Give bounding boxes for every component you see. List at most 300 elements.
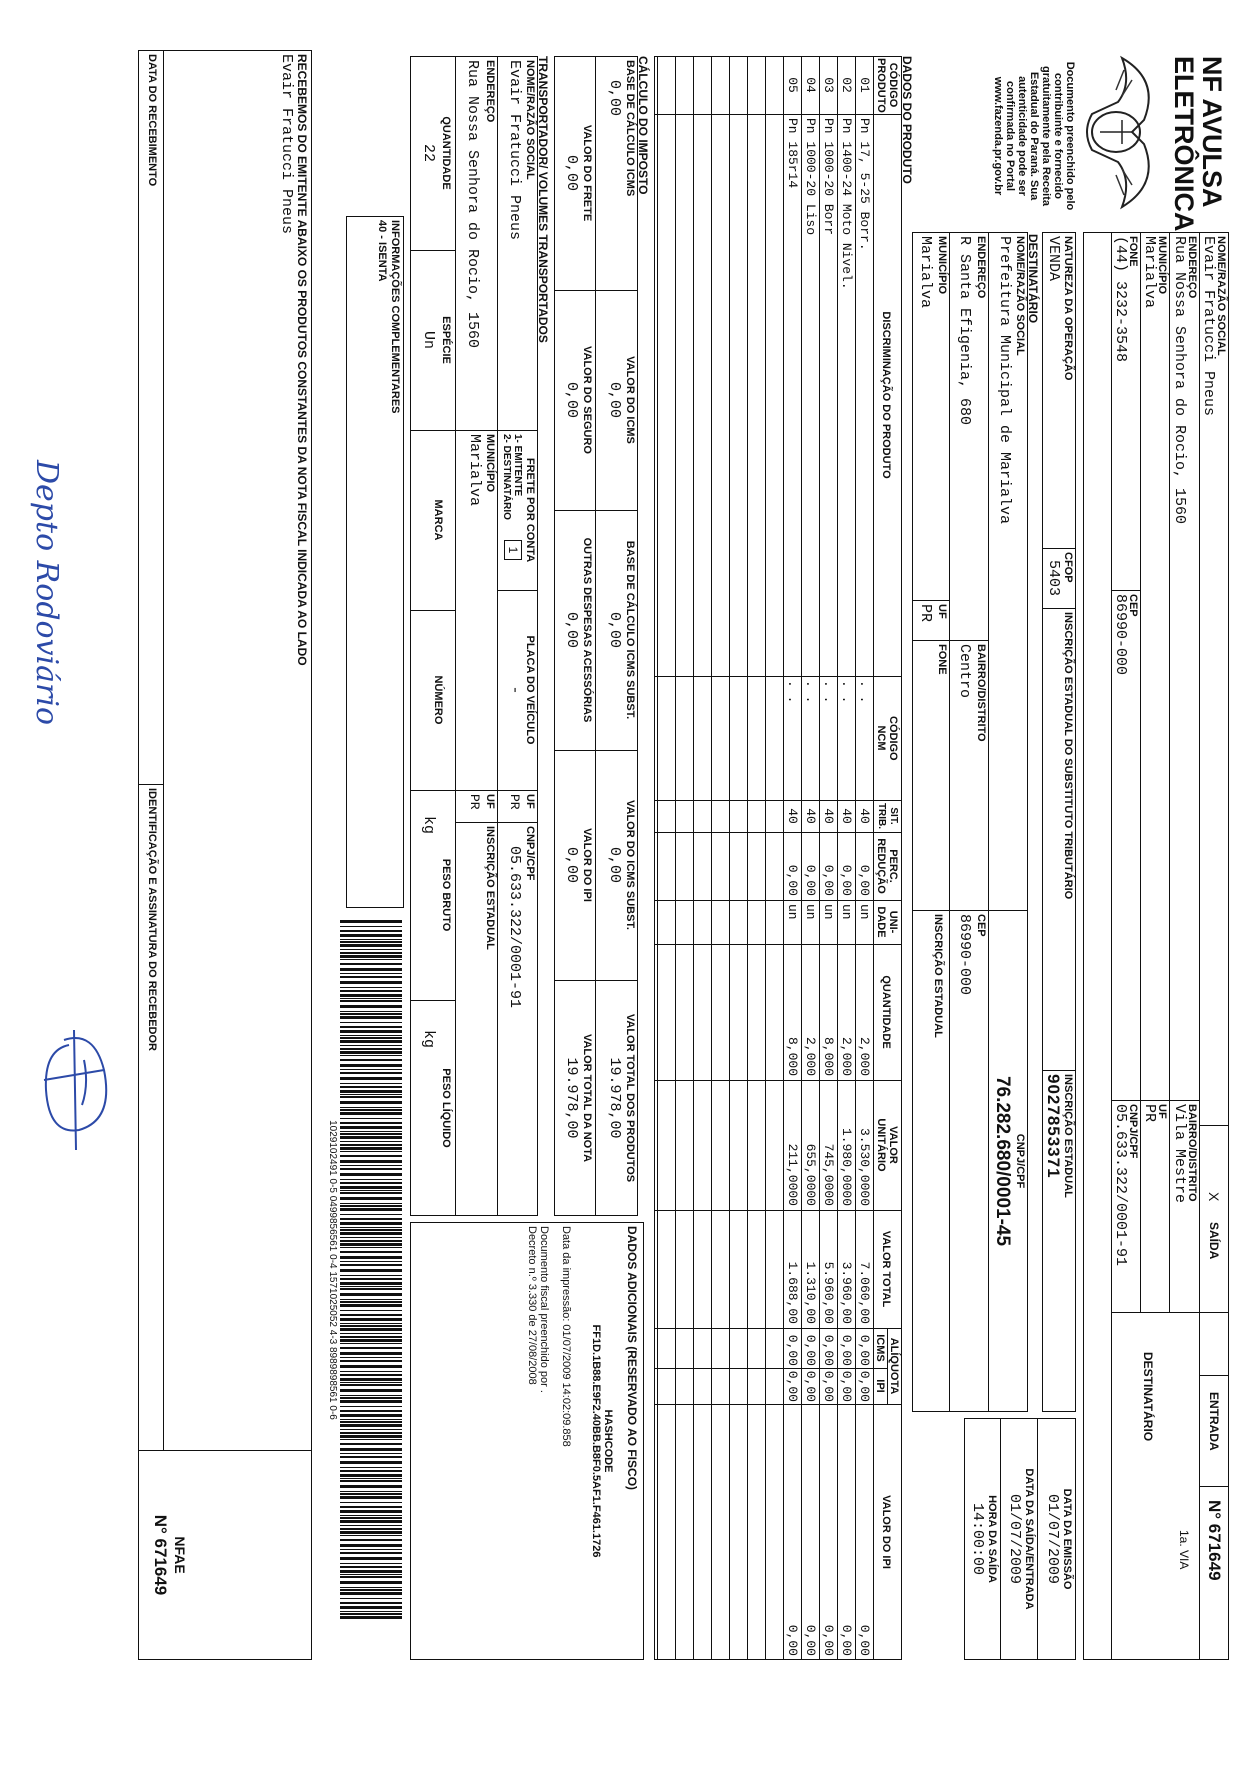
numero-label: NÚMERO: [432, 675, 444, 725]
barcode-bar: [340, 963, 402, 965]
dest-cep: 86990-000: [956, 914, 973, 996]
cell-unidade: un: [785, 904, 800, 920]
transp-nome-label: NOME/RAZÃO SOCIAL: [524, 60, 536, 180]
barcode-bar: [340, 1013, 402, 1015]
hash-label: HASHCODE: [602, 1409, 614, 1473]
cell-sit: 40: [857, 808, 872, 824]
valor-ipi-label: VALOR DO IPI: [581, 828, 593, 902]
total-produtos: 19.978,00: [606, 1057, 623, 1139]
barcode-bar: [340, 1592, 402, 1595]
barcode-bar: [340, 1410, 402, 1412]
barcode-bar: [340, 1535, 402, 1536]
cell-ncm: . .: [821, 680, 836, 704]
cell-sit: 40: [839, 808, 854, 824]
barcode-bar: [340, 1304, 402, 1307]
barcode-bar: [340, 1323, 402, 1324]
total-produtos-label: VALOR TOTAL DOS PRODUTOS: [624, 1013, 636, 1183]
title-line1: NF AVULSA: [1197, 56, 1227, 208]
cell-ncm: . .: [839, 680, 854, 704]
barcode-bar: [340, 1461, 402, 1464]
barcode-bar: [340, 1147, 402, 1150]
barcode-bar: [340, 1026, 402, 1028]
barcode-bar: [340, 1269, 402, 1272]
barcode-bar: [340, 1030, 402, 1033]
emitente-cep-label: CEP: [1127, 594, 1139, 617]
barcode-bar: [340, 1378, 402, 1381]
entrada-label: ENTRADA: [1207, 1392, 1221, 1451]
barcode-bar: [340, 1247, 402, 1248]
barcode-bar: [340, 1384, 402, 1386]
dest-municipio-label: MUNICÍPIO: [936, 236, 948, 295]
barcode-bar: [340, 955, 402, 958]
barcode-bar: [340, 1165, 402, 1166]
barcode-bar: [340, 1005, 402, 1008]
barcode-bar: [340, 1051, 402, 1054]
barcode-bar: [340, 1232, 402, 1235]
doc-text-line: autenticidade pode ser: [1016, 76, 1028, 196]
emitente-nome: Evair Fratucci Pneus: [1200, 236, 1217, 417]
transp-nome: Evair Fratucci Pneus: [506, 60, 523, 241]
barcode-bar: [340, 1395, 402, 1396]
cell-unidade: un: [821, 904, 836, 920]
barcode-bar: [340, 1155, 402, 1157]
transp-uf-label: UF: [524, 794, 536, 809]
barcode-bar: [340, 990, 402, 992]
data-saida: 01/07/2009: [1006, 1493, 1023, 1584]
cell-vipi: 0,00: [821, 1624, 836, 1656]
table-row-divider: [837, 56, 838, 1660]
barcode-bar: [340, 930, 402, 932]
barcode-bar: [340, 1275, 402, 1276]
cell-codigo: 01: [857, 77, 872, 93]
barcode-bar: [340, 1314, 402, 1316]
barcode-bar: [340, 952, 402, 954]
barcode-bar: [340, 1222, 402, 1225]
barcode-bar: [340, 939, 402, 940]
natureza: VENDA: [1045, 236, 1062, 282]
cell-ipi: 0,00: [821, 1370, 836, 1402]
cell-sit: 40: [785, 808, 800, 824]
barcode-bar: [340, 941, 402, 943]
barcode-bar: [340, 1173, 402, 1176]
barcode-bar: [340, 1197, 402, 1200]
outras-despesas-label: OUTRAS DESPESAS ACESSÓRIAS: [581, 537, 593, 723]
emitente-fone: (44) 3232-3548: [1112, 236, 1129, 363]
frete-opt2: 2- DESTINATÁRIO: [501, 434, 512, 520]
title-line2: ELETRÔNICA: [1169, 56, 1199, 232]
barcode-bar: [340, 1343, 402, 1344]
barcode-bar: [340, 1360, 402, 1362]
barcode-bar: [340, 1293, 402, 1296]
destinatario-copy-label: DESTINATÁRIO: [1141, 1352, 1155, 1442]
col-codigo-ncm: CÓDIGO NCM: [875, 716, 899, 761]
emitente-nome-label: NOME/RAZÃO SOCIAL: [1215, 236, 1227, 356]
barcode-bar: [340, 1299, 402, 1300]
barcode-bar: [340, 1563, 402, 1564]
barcode-bar: [340, 1506, 402, 1508]
table-row-divider: [693, 56, 694, 1660]
cell-qtd: 2,000: [857, 1036, 872, 1076]
barcode-bar: [340, 1118, 402, 1119]
frete-opt1: 1- EMITENTE: [512, 434, 523, 497]
barcode-bar: [340, 1357, 402, 1358]
cell-ipi: 0,00: [803, 1370, 818, 1402]
placa-label: PLACA DO VEÍCULO: [524, 635, 536, 745]
barcode-bar: [340, 1192, 402, 1194]
col-valor-unitario: VALOR UNITÁRIO: [875, 1118, 899, 1172]
barcode-bar: [340, 1587, 402, 1588]
produtos-section: DADOS DO PRODUTO: [900, 56, 914, 184]
frete-conta-label: FRETE POR CONTA: [524, 457, 536, 563]
barcode-bar: [340, 973, 402, 974]
barcode-bar: [340, 1493, 402, 1495]
barcode-bar: [340, 1480, 402, 1482]
dest-cnpj-label: CNPJ/CPF: [1014, 1133, 1026, 1189]
table-row-divider: [657, 56, 658, 1660]
table-row-divider: [819, 56, 820, 1660]
cell-icms: 0,00: [785, 1334, 800, 1366]
barcode-bar: [340, 1251, 402, 1253]
cell-descricao: Pn 185r14: [785, 118, 800, 189]
barcode-bar: [340, 1096, 402, 1098]
marca-label: MARCA: [432, 499, 444, 541]
barcode-bar: [340, 1365, 402, 1368]
ie-subst-label: INSCRIÇÃO ESTADUAL DO SUBSTITUTO TRIBUTÁRIO: [1062, 612, 1074, 900]
dest-endereco: R Santa Efigenia, 680: [956, 236, 973, 426]
barcode-bar: [340, 1064, 402, 1067]
barcode-bar: [340, 1016, 402, 1019]
doc-text-line: gratuitamente pela Receita: [1040, 66, 1052, 206]
barcode-bar: [340, 1112, 402, 1115]
total-nota: 19.978,00: [563, 1057, 580, 1139]
cell-descricao: Pn 1000-20 Liso: [803, 118, 818, 236]
natureza-label: NATUREZA DA OPERAÇÃO: [1062, 236, 1074, 381]
recebimento-numero: N° 671649: [151, 1514, 170, 1596]
doc-text-line: contribuinte e fornecido: [1052, 73, 1064, 199]
table-row-divider: [801, 56, 802, 1660]
cell-vipi: 0,00: [803, 1624, 818, 1656]
especie-label: ESPÉCIE: [440, 316, 452, 364]
emitente-uf-label: UF: [1156, 1104, 1168, 1119]
table-row-divider: [675, 56, 676, 1660]
imposto-section: CÁLCULO DO IMPOSTO: [636, 56, 650, 195]
barcode-bar: [340, 1069, 402, 1070]
cell-sit: 40: [803, 808, 818, 824]
parana-coat-of-arms-icon: [1080, 50, 1162, 215]
barcode-bar: [340, 1256, 402, 1259]
barcode-bar: [340, 1485, 402, 1488]
cell-codigo: 04: [803, 77, 818, 93]
barcode-bar: [340, 1264, 402, 1266]
barcode-bar: [340, 1133, 402, 1135]
barcode-bar: [340, 1109, 402, 1111]
table-row-divider: [855, 56, 856, 1660]
barcode-bar: [340, 1022, 402, 1023]
cell-unidade: un: [839, 904, 854, 920]
cell-ipi: 0,00: [857, 1370, 872, 1402]
barcode: [340, 920, 402, 1620]
seguro: 0,00: [563, 381, 580, 418]
saida-label: SAÍDA: [1207, 1222, 1221, 1260]
handwritten-note: Depto Rodoviário: [29, 460, 64, 726]
barcode-bar: [340, 1160, 402, 1163]
cell-unit: 3.530,0000: [857, 1127, 872, 1206]
doc-portal-text: [992, 56, 1076, 216]
barcode-bar: [340, 1397, 402, 1399]
barcode-bar: [340, 1240, 402, 1242]
barcode-bar: [340, 1432, 402, 1434]
recebimento-box: [138, 50, 312, 1660]
cell-descricao: Pn 17, 5-25 Borr.: [857, 118, 872, 251]
cell-sit: 40: [821, 808, 836, 824]
dest-bairro: Centro: [956, 644, 973, 699]
barcode-bar: [340, 1414, 402, 1417]
barcode-bar: [340, 944, 402, 947]
barcode-bar: [340, 1549, 402, 1550]
barcode-bar: [340, 1301, 402, 1303]
barcode-bar: [340, 1570, 402, 1573]
barcode-bar: [340, 1613, 402, 1615]
barcode-bar: [340, 934, 402, 937]
emitente-ie: 9027853371: [1044, 1074, 1063, 1179]
print-date: Data da impressão: 01/07/2009 14:02:09.858: [560, 1226, 572, 1447]
barcode-bar: [340, 1439, 402, 1440]
col-discriminacao: DISCRIMINAÇÃO DO PRODUTO: [880, 311, 892, 479]
col-icms: ICMS: [874, 1334, 886, 1362]
barcode-bar: [340, 1389, 402, 1392]
assinatura-label: IDENTIFICAÇÃO E ASSINATURA DO RECEBEDOR: [146, 788, 158, 1051]
emitente-municipio-label: MUNICÍPIO: [1156, 236, 1168, 295]
complementares-text: 40 - ISENTA: [376, 220, 388, 282]
barcode-bar: [340, 1214, 402, 1215]
barcode-bar: [340, 1136, 402, 1139]
barcode-bar: [340, 981, 402, 984]
total-nota-label: VALOR TOTAL DA NOTA: [581, 1033, 593, 1163]
peso-bruto-label: PESO BRUTO: [440, 858, 452, 932]
cell-ncm: . .: [803, 680, 818, 704]
col-valor-ipi: VALOR DO IPI: [880, 1495, 892, 1569]
emitente-bairro-label: BAIRRO/DISTRITO: [1186, 1104, 1198, 1202]
dest-cnpj: 76.282.680/0001-45: [992, 1075, 1013, 1247]
cell-total: 7.060,00: [857, 1261, 872, 1324]
cell-unidade: un: [803, 904, 818, 920]
emitente-ie-label: INSCRIÇÃO ESTADUAL: [1062, 1074, 1074, 1198]
barcode-bar: [340, 1101, 402, 1104]
data-saida-label: DATA DA SAÍDA/ENTRADA: [1023, 1468, 1035, 1610]
emitente-municipio: Marialva: [1141, 236, 1158, 309]
barcode-bar: [340, 1424, 402, 1427]
via-label: 1a. VIA: [1177, 1530, 1191, 1570]
barcode-bar: [340, 959, 402, 960]
table-row-divider: [747, 56, 748, 1660]
barcode-bar: [340, 1347, 402, 1349]
barcode-bar: [340, 994, 402, 997]
barcode-bar: [340, 1205, 402, 1207]
cell-codigo: 05: [785, 77, 800, 93]
barcode-bar: [340, 1478, 402, 1479]
barcode-bar: [340, 1011, 402, 1012]
cell-qtd: 2,000: [839, 1036, 854, 1076]
table-row-divider: [711, 56, 712, 1660]
table-row-divider: [765, 56, 766, 1660]
barcode-bar: [340, 1218, 402, 1220]
barcode-bar: [340, 1419, 402, 1420]
barcode-bar: [340, 1045, 402, 1046]
barcode-bar: [340, 1286, 402, 1287]
barcode-bar: [340, 1186, 402, 1189]
cell-unit: 1.980,0000: [839, 1127, 854, 1206]
cfop: 5403: [1045, 560, 1062, 597]
barcode-bar: [340, 1443, 402, 1445]
barcode-bar: [340, 1382, 402, 1383]
barcode-bar: [340, 1336, 402, 1338]
data-emissao-label: DATA DA EMISSÃO: [1061, 1488, 1073, 1590]
cell-descricao: Pn 1400-24 Moto Nivel.: [839, 118, 854, 290]
barcode-bar: [340, 968, 402, 971]
barcode-bar: [340, 1310, 402, 1311]
barcode-text: 1029102491 0-5 0499856561 0-4 1571025052 4-3 8989898561 0-6: [327, 1120, 338, 1420]
transp-cnpj: 05.633.322/0001-91: [506, 846, 523, 1009]
hora-saida-label: HORA DA SAÍDA: [986, 1495, 998, 1583]
barcode-bar: [340, 1352, 402, 1355]
cell-perc: 0,00: [857, 864, 872, 896]
dest-fone-label: FONE: [936, 644, 948, 675]
valor-subst: 0,00: [606, 846, 623, 883]
data-recebimento-label: DATA DO RECEBIMENTO: [146, 54, 158, 187]
barcode-bar: [340, 1243, 402, 1246]
data-emissao: 01/07/2009: [1044, 1493, 1061, 1584]
barcode-bar: [340, 1406, 402, 1407]
barcode-bar: [340, 1182, 402, 1184]
barcode-bar: [340, 1520, 402, 1523]
doc-text-line: Documento preenchido pelo: [1064, 61, 1076, 211]
barcode-bar: [340, 1456, 402, 1458]
col-perc-reducao: PERC. REDUÇÃO: [875, 838, 899, 894]
cell-unit: 745,0000: [821, 1143, 836, 1206]
barcode-bar: [340, 1544, 402, 1547]
recebimento-emitente: Evair Fratucci Pneus: [278, 54, 295, 235]
barcode-bar: [340, 1037, 402, 1039]
cell-vipi: 0,00: [785, 1624, 800, 1656]
frete-label: VALOR DO FRETE: [581, 124, 593, 222]
adicionais-section: DADOS ADICIONAIS (RESERVADO AO FISCO): [625, 1226, 639, 1491]
barcode-bar: [340, 1467, 402, 1468]
doc-text-line: www.fazenda.pr.gov.br: [992, 76, 1004, 196]
placa: -: [506, 685, 523, 695]
valor-subst-label: VALOR DO ICMS SUBST.: [624, 800, 636, 930]
peso-liquido: kg: [420, 1030, 437, 1049]
valor-icms-label: VALOR DO ICMS: [624, 356, 636, 444]
peso-bruto: kg: [420, 816, 437, 835]
barcode-bar: [340, 1616, 402, 1619]
barcode-bar: [340, 1598, 402, 1599]
barcode-bar: [340, 1606, 402, 1609]
barcode-bar: [340, 1126, 402, 1129]
barcode-bar: [340, 1371, 402, 1372]
col-aliquota: ALÍQUOTA: [888, 1337, 900, 1395]
barcode-bar: [340, 1168, 402, 1170]
cell-icms: 0,00: [803, 1334, 818, 1366]
barcode-bar: [340, 1470, 402, 1472]
emitente-fone-label: FONE: [1127, 236, 1139, 267]
barcode-bar: [340, 1525, 402, 1526]
barcode-bar: [340, 1179, 402, 1180]
dest-uf-label: UF: [936, 604, 948, 619]
barcode-bar: [340, 1090, 402, 1093]
cell-perc: 0,00: [821, 864, 836, 896]
cell-total: 3.960,00: [839, 1261, 854, 1324]
outras-despesas: 0,00: [563, 611, 580, 648]
barcode-bar: [340, 1077, 402, 1080]
title: [1169, 56, 1227, 232]
emitente-uf: PR: [1141, 1104, 1158, 1123]
barcode-bar: [340, 1229, 402, 1231]
barcode-bar: [340, 1190, 402, 1191]
barcode-bar: [340, 1611, 402, 1612]
cell-ncm: . .: [785, 680, 800, 704]
dest-uf: PR: [917, 604, 934, 623]
barcode-bar: [340, 920, 402, 923]
barcode-bar: [340, 1288, 402, 1290]
barcode-bar: [340, 987, 402, 988]
cell-unit: 211,0000: [785, 1143, 800, 1206]
cell-vipi: 0,00: [857, 1624, 872, 1656]
barcode-bar: [340, 1059, 402, 1061]
barcode-bar: [340, 1435, 402, 1438]
barcode-bar: [340, 1048, 402, 1050]
barcode-bar: [340, 1531, 402, 1534]
transp-endereco-label: ENDEREÇO: [484, 60, 496, 123]
valor-icms: 0,00: [606, 381, 623, 418]
emitente-bairro: Vila Mestre: [1171, 1104, 1188, 1204]
cell-ncm: . .: [857, 680, 872, 704]
barcode-bar: [340, 949, 402, 950]
barcode-bar: [340, 1278, 402, 1280]
barcode-bar: [340, 1141, 402, 1142]
transportador-section: TRANSPORTADOR/ VOLUMES TRANSPORTADOS: [536, 56, 550, 343]
dest-nome: Prefeitura Municipal de Marialva: [996, 236, 1013, 525]
table-row-divider: [783, 56, 784, 1660]
col-valor-total: VALOR TOTAL: [880, 1230, 892, 1308]
dest-municipio: Marialva: [917, 236, 934, 309]
nfae-label: NFAE: [172, 1536, 188, 1574]
barcode-bar: [340, 1552, 402, 1554]
doc-text-line: confirmada no Portal: [1004, 80, 1016, 192]
emitente-endereco-label: ENDEREÇO: [1186, 236, 1198, 299]
barcode-bar: [340, 1282, 402, 1285]
quantidade-label: QUANTIDADE: [440, 116, 452, 190]
seguro-label: VALOR DO SEGURO: [581, 346, 593, 454]
barcode-bar: [340, 1144, 402, 1146]
barcode-bar: [340, 1448, 402, 1451]
barcode-bar: [340, 1035, 402, 1036]
complementares-label: INFORMAÇÕES COMPLEMENTARES: [389, 220, 401, 414]
barcode-bar: [340, 1227, 402, 1228]
cell-total: 5.960,00: [821, 1261, 836, 1324]
emitente-cnpj: 05.633.322/0001-91: [1112, 1104, 1129, 1267]
barcode-bar: [340, 1574, 402, 1575]
barcode-bar: [340, 1528, 402, 1530]
barcode-bar: [340, 1566, 402, 1568]
barcode-bar: [340, 1122, 402, 1124]
col-ipi: IPI: [874, 1379, 886, 1393]
cfop-label: CFOP: [1062, 552, 1074, 583]
cell-unidade: un: [857, 904, 872, 920]
cell-vipi: 0,00: [839, 1624, 854, 1656]
barcode-bar: [340, 1107, 402, 1108]
cell-qtd: 2,000: [803, 1036, 818, 1076]
cell-unit: 655,0000: [803, 1143, 818, 1206]
